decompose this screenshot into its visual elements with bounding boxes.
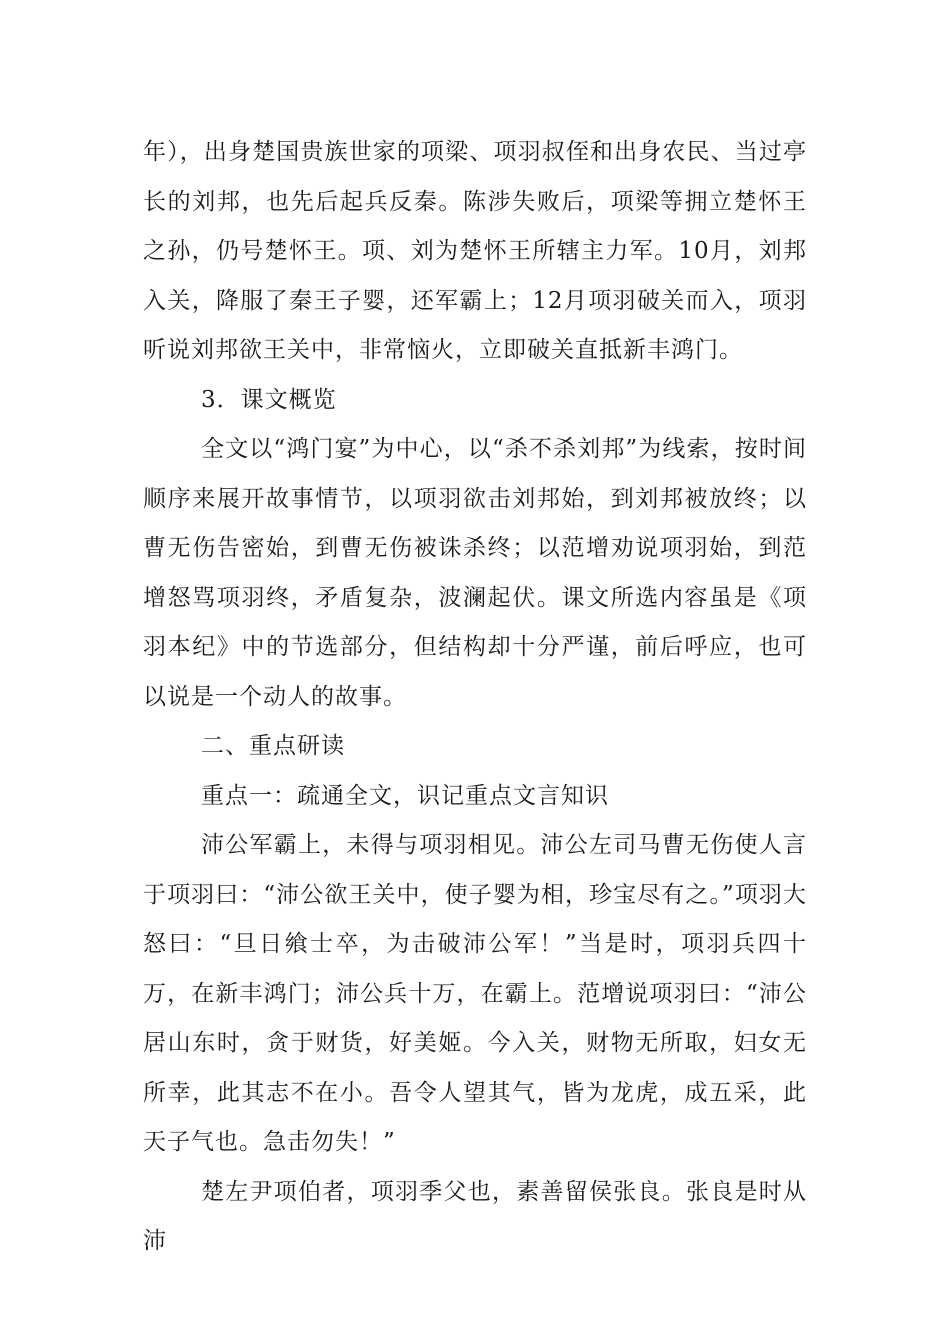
paragraph-source-text-2: 楚左尹项伯者，项羽季父也，素善留侯张良。张良是时从沛 [143, 1178, 807, 1254]
section-heading-key-reading: 二、重点研读 [201, 733, 345, 759]
document-body [143, 128, 807, 1267]
section-heading-text-overview: 3．课文概览 [201, 386, 337, 413]
subsection-heading-key-point-one: 重点一：疏通全文，识记重点文言知识 [201, 782, 609, 809]
paragraph-background-continued: 年），出身楚国贵族世家的项梁、项羽叔侄和出身农民、当过亭长的刘邦，也先后起兵反秦。陈涉失败后，项梁等拥立楚怀王之孙，仍号楚怀王。项、刘为楚怀王所辖主力军。10月，刘邦入关，降服了秦王子婴，还军霸上；12月项羽破关而入，项羽听说刘邦欲王关中，非常恼火，立即破关直抵新丰鸿门。 [143, 139, 807, 363]
paragraph-overview: 全文以“鸿门宴”为中心，以“杀不杀刘邦”为线索，按时间顺序来展开故事情节，以项羽欲击刘邦始，到刘邦被放终；以曹无伤告密始，到曹无伤被诛杀终；以范增劝说项羽始，到范增怒骂项羽终，矛盾复杂，波澜起伏。课文所选内容虽是《项羽本纪》中的节选部分，但结构却十分严谨，前后呼应，也可以说是一个动人的故事。 [143, 436, 807, 710]
paragraph-source-text-1: 沛公军霸上，未得与项羽相见。沛公左司马曹无伤使人言于项羽曰：“沛公欲王关中，使子婴为相，珍宝尽有之。”项羽大怒曰：“旦日飨士卒，为击破沛公军！”当是时，项羽兵四十万，在新丰鸿门；沛公兵十万，在霸上。范增说项羽曰：“沛公居山东时，贪于财货，好美姬。今入关，财物无所取，妇女无所幸，此其志不在小。吾令人望其气，皆为龙虎，成五采，此天子气也。急击勿失！” [143, 832, 807, 1155]
